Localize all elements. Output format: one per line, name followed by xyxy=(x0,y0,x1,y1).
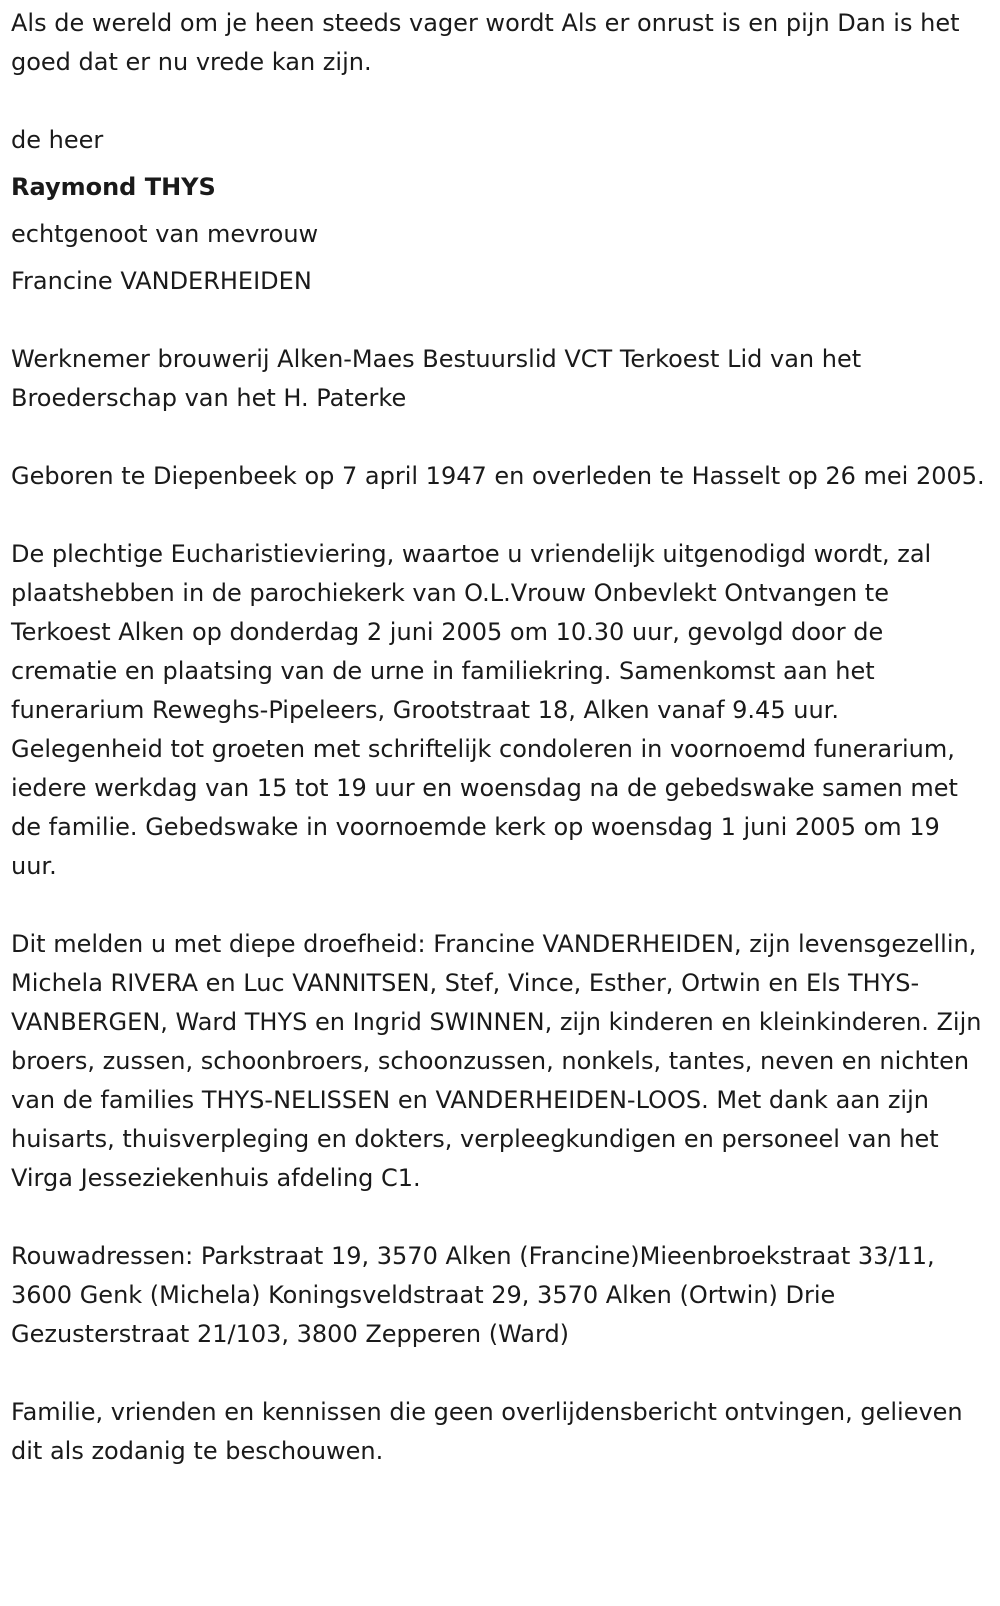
ceremony-text: De plechtige Eucharistieviering, waartoe u vriendelijk uitgenodigd wordt, zal plaatshebben in de parochiekerk van O.L.Vrouw Onbevlekt Ontvangen te Terkoest Alken op donderdag 2 juni 2005 om 10.30 uur, gevolgd door de crematie en plaatsing van de urne in familiekring. Samenkomst aan het funerarium Reweghs-Pipeleers, Grootstraat 18, Alken vanaf 9.45 uur. Gelegenheid tot groeten met schriftelijk condoleren in voornoemd funerarium, iedere werkdag van 15 tot 19 uur en woensdag na de gebedswake samen met de familie. Gebedswake in voornoemde kerk op woensdag 1 juni 2005 om 19 uur. xyxy=(11,540,958,880)
person-name: Raymond THYS xyxy=(11,173,216,201)
functions-text: Werknemer brouwerij Alken-Maes Bestuurslid VCT Terkoest Lid van het Broederschap van het H. Paterke xyxy=(11,345,862,412)
birth-death-text: Geboren te Diepenbeek op 7 april 1947 en overleden te Hasselt op 26 mei 2005. xyxy=(11,462,985,490)
poem-text: Als de wereld om je heen steeds vager wordt Als er onrust is en pijn Dan is het goed dat er nu vrede kan zijn. xyxy=(11,9,960,76)
closing-text: Familie, vrienden en kennissen die geen overlijdensbericht ontvingen, gelieven dit als zodanig te beschouwen. xyxy=(11,1398,963,1465)
announcement-text: Dit melden u met diepe droefheid: Francine VANDERHEIDEN, zijn levensgezellin, Michela RIVERA en Luc VANNITSEN, Stef, Vince, Esther, Ortwin en Els THYS-VANBERGEN, Ward THYS en Ingrid SWINNEN, zijn kinderen en kleinkinderen. Zijn broers, zussen, schoonbroers, schoonzussen, nonkels, tantes, neven en nichten van de families THYS-NELISSEN en VANDERHEIDEN-LOOS. Met dank aan zijn huisarts, thuisverpleging en dokters, verpleegkundigen en personeel van het Virga Jesseziekenhuis afdeling C1. xyxy=(11,930,982,1192)
person-block xyxy=(11,121,986,301)
spouse-name: Francine VANDERHEIDEN xyxy=(11,267,312,295)
person-relation: echtgenoot van mevrouw xyxy=(11,220,319,248)
obituary-document xyxy=(11,4,986,1471)
person-prefix: de heer xyxy=(11,126,104,154)
addresses-text: Rouwadressen: Parkstraat 19, 3570 Alken (Francine)Mieenbroekstraat 33/11, 3600 Genk (Michela) Koningsveldstraat 29, 3570 Alken (Ortwin) Drie Gezusterstraat 21/103, 3800 Zepperen (Ward) xyxy=(11,1242,935,1348)
